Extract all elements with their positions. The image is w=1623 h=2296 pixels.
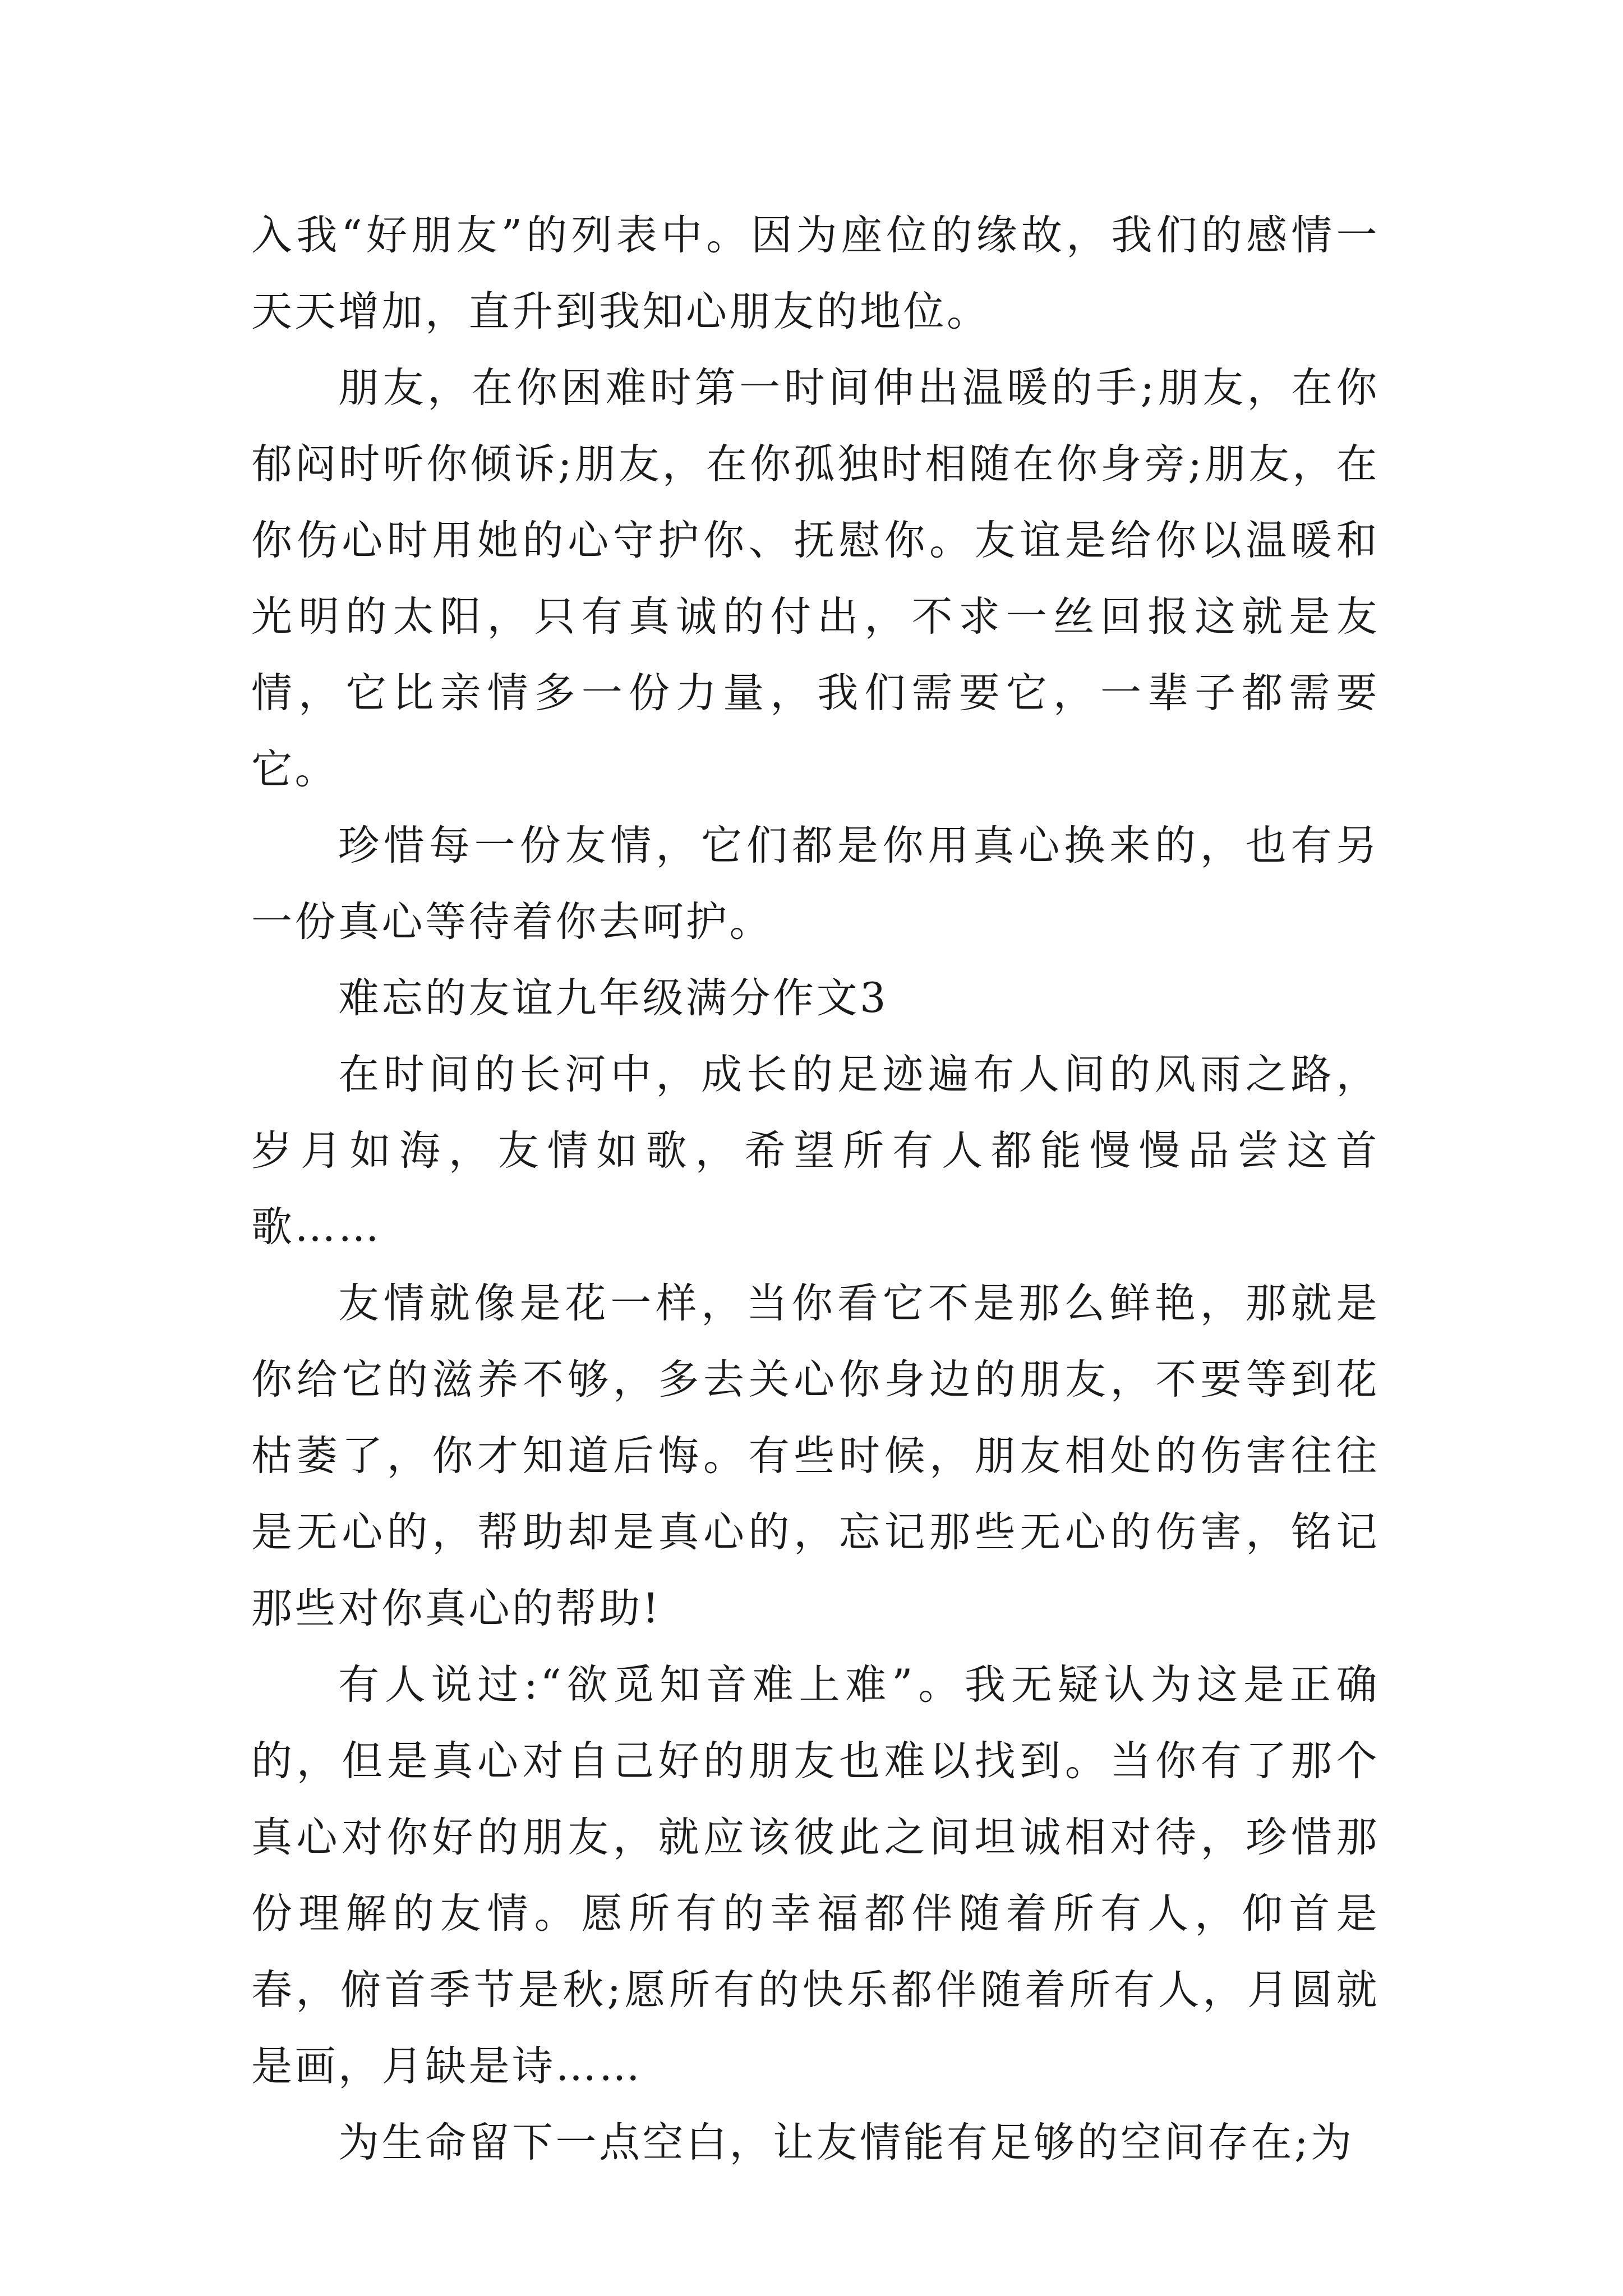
paragraph-7: 为生命留下一点空白，让友情能有足够的空间存在;为: [338, 2119, 1354, 2166]
paragraph-1: 入我“好朋友”的列表中。因为座位的缘故，我们的感情一天天增加，直升到我知心朋友的地位。: [251, 211, 1380, 335]
paragraph-5: 友情就像是花一样，当你看它不是那么鲜艳，那就是你给它的滋养不够，多去关心你身边的朋友，不要等到花枯萎了，你才知道后悔。有些时候，朋友相处的伤害往往是无心的，帮助却是真心的，忘记那些无心的伤害，铭记那些对你真心的帮助!: [251, 1280, 1380, 1632]
paragraph-4: 在时间的长河中，成长的足迹遍布人间的风雨之路，岁月如海，友情如歌，希望所有人都能慢慢品尝这首歌……: [251, 1051, 1380, 1251]
essay-title-3: 难忘的友谊九年级满分作文3: [338, 974, 888, 1022]
paragraph-3: 珍惜每一份友情，它们都是你用真心换来的，也有另一份真心等待着你去呵护。: [251, 822, 1380, 946]
essay-body: [251, 197, 1380, 2181]
paragraph-6: 有人说过:“欲觅知音难上难”。我无疑认为这是正确的，但是真心对自己好的朋友也难以找到。当你有了那个真心对你好的朋友，就应该彼此之间坦诚相对待，珍惜那份理解的友情。愿所有的幸福都伴随着所有人，仰首是春，俯首季节是秋;愿所有的快乐都伴随着所有人，月圆就是画，月缺是诗……: [251, 1661, 1380, 2090]
paragraph-2: 朋友，在你困难时第一时间伸出温暖的手;朋友，在你郁闷时听你倾诉;朋友，在你孤独时相随在你身旁;朋友，在你伤心时用她的心守护你、抚慰你。友谊是给你以温暖和光明的太阳，只有真诚的付出，不求一丝回报这就是友情，它比亲情多一份力量，我们需要它，一辈子都需要它。: [251, 364, 1380, 793]
